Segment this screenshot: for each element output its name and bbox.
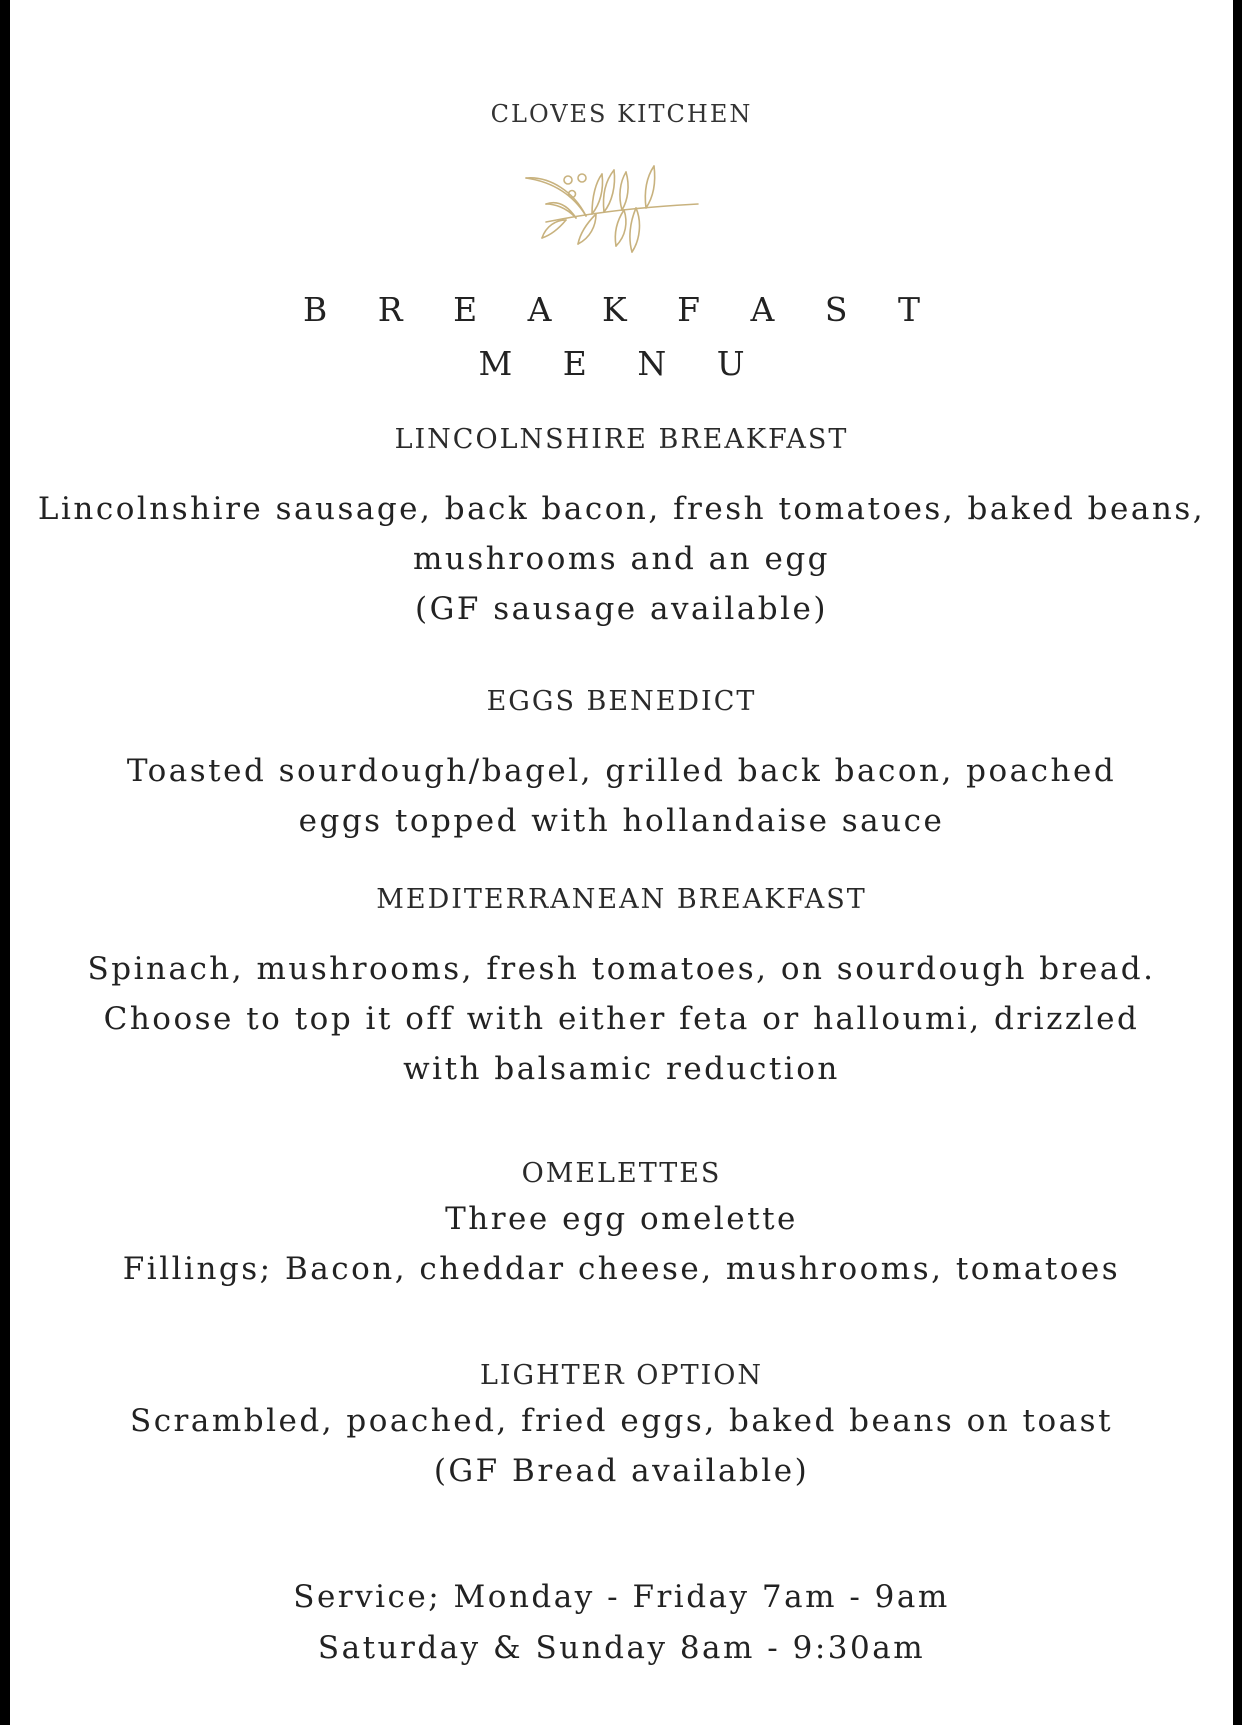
olive-branch-icon: [506, 152, 706, 272]
section-heading-omelettes: OMELETTES: [521, 1158, 722, 1189]
section-line: with balsamic reduction: [403, 1051, 840, 1087]
section-line: Spinach, mushrooms, fresh tomatoes, on sourdough bread.: [87, 951, 1156, 987]
section-line: Three egg omelette: [445, 1201, 798, 1237]
section-heading-eggs-benedict: EGGS BENEDICT: [486, 686, 757, 717]
section-line: Toasted sourdough/bagel, grilled back bacon, poached: [126, 753, 1117, 789]
section-line: Fillings; Bacon, cheddar cheese, mushrooms, tomatoes: [122, 1251, 1121, 1287]
section-heading-lighter-option: LIGHTER OPTION: [479, 1360, 764, 1391]
section-line: mushrooms and an egg: [412, 541, 831, 577]
section-line: (GF Bread available): [433, 1453, 810, 1489]
section-line: Choose to top it off with either feta or halloumi, drizzled: [103, 1001, 1140, 1037]
menu-title-line-1: B R E A K F A S T: [303, 290, 940, 329]
section-line: (GF sausage available): [415, 591, 828, 627]
section-line: Lincolnshire sausage, back bacon, fresh tomatoes, baked beans,: [37, 491, 1206, 527]
section-line: eggs topped with hollandaise sauce: [298, 803, 945, 839]
section-heading-mediterranean-breakfast: MEDITERRANEAN BREAKFAST: [376, 884, 867, 915]
section-heading-lincolnshire-breakfast: LINCOLNSHIRE BREAKFAST: [394, 424, 849, 455]
menu-title-line-2: M E N U: [478, 344, 765, 383]
service-hours-weekend: Saturday & Sunday 8am - 9:30am: [317, 1630, 926, 1666]
menu-page: [10, 0, 1233, 1725]
olive-branch-strokes: [526, 166, 698, 252]
section-line: Scrambled, poached, fried eggs, baked beans on toast: [129, 1403, 1114, 1439]
brand-name: CLOVES KITCHEN: [490, 100, 753, 128]
service-hours-weekdays: Service; Monday - Friday 7am - 9am: [293, 1579, 950, 1615]
